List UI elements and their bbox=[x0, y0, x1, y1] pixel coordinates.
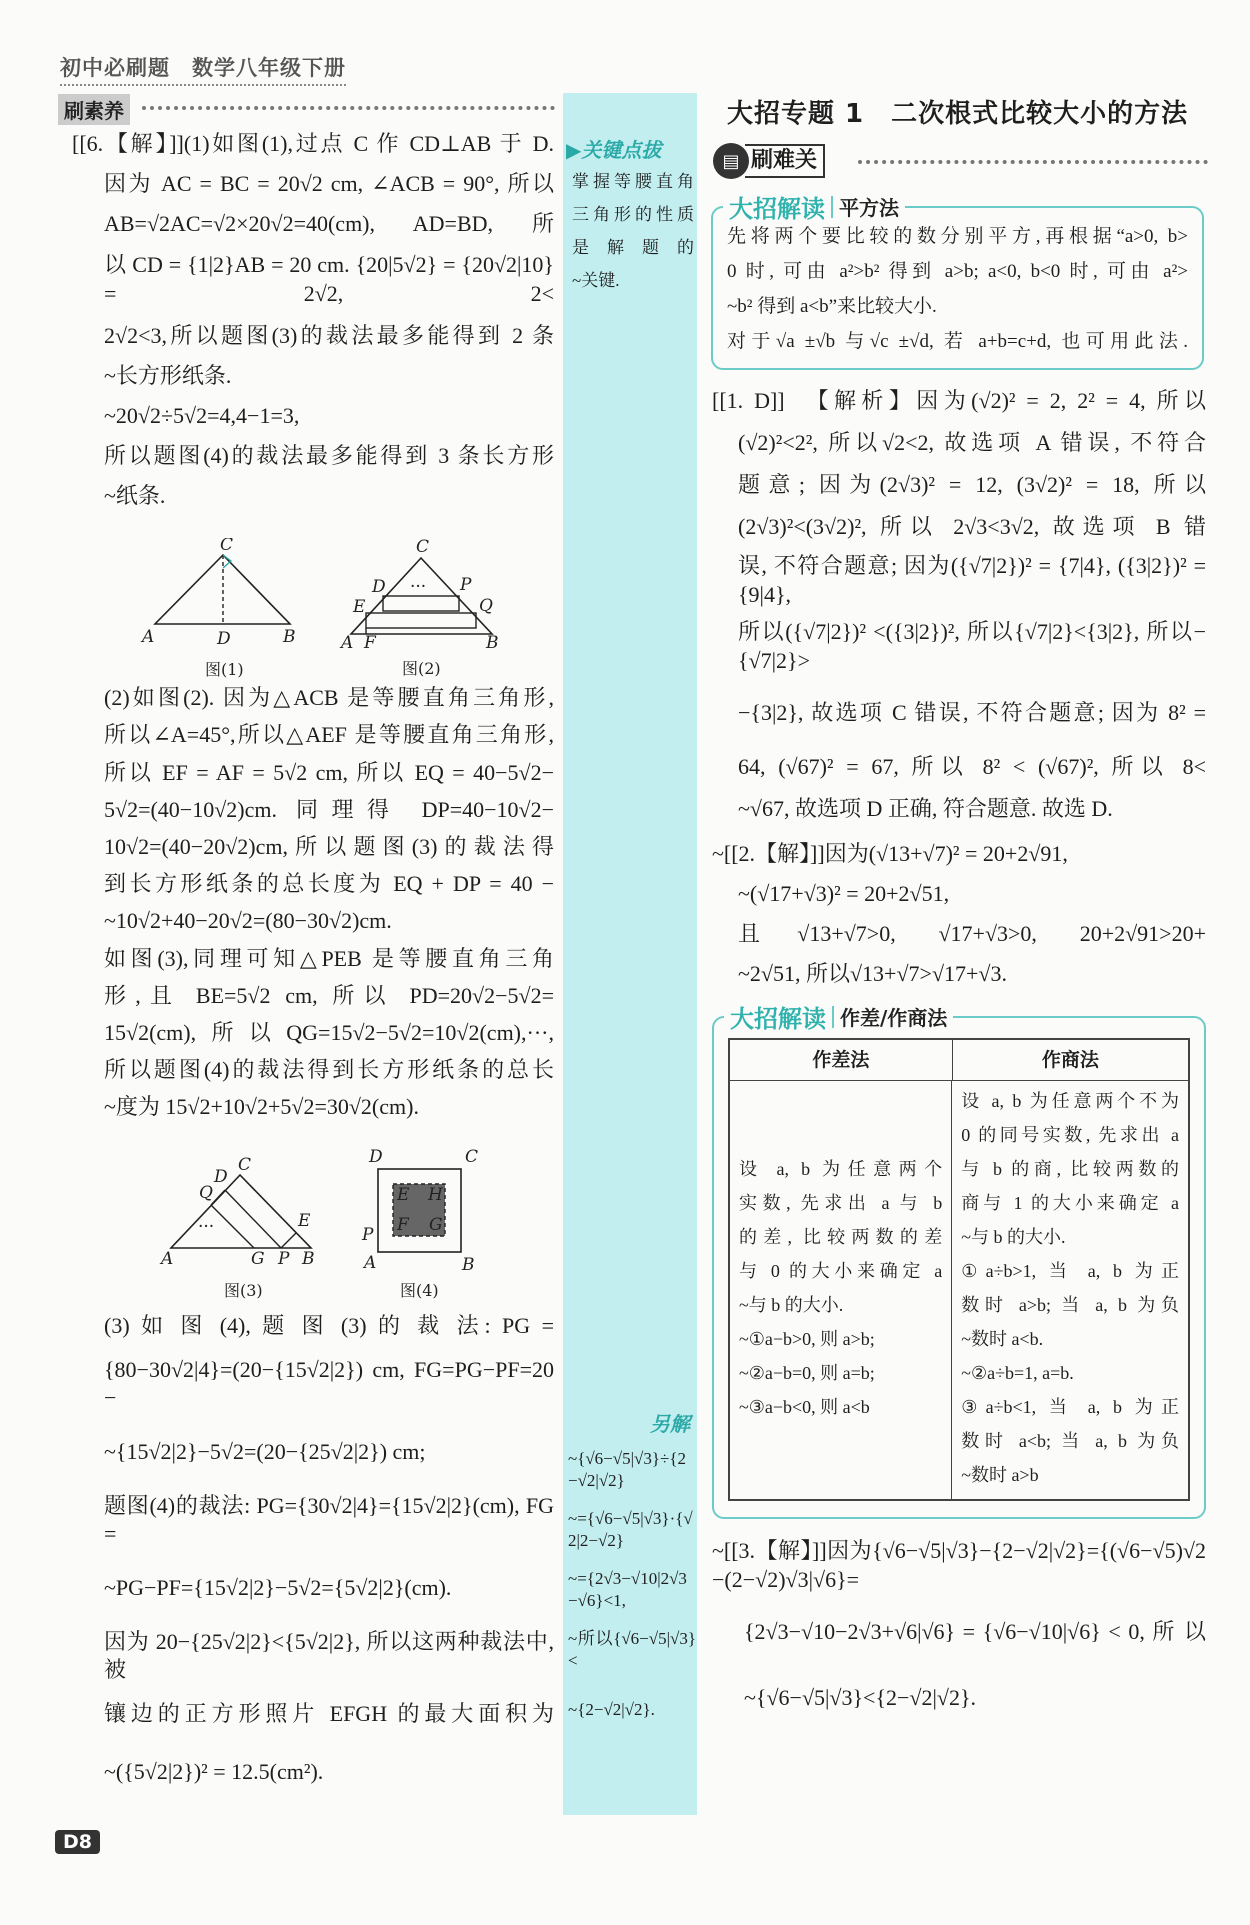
text-line: {80−30√2|4}=(20−{15√2|2}) cm, FG=PG−PF=20− bbox=[104, 1356, 554, 1411]
text-line: ~b² 得到 a<b”来比较大小. bbox=[727, 296, 937, 318]
text-line: (3) 如 图 (4), 题 图 (3) 的 裁 法: PG = bbox=[104, 1312, 554, 1338]
text-line: ~度为 15√2+10√2+5√2=30√2(cm). bbox=[104, 1094, 419, 1120]
text-line: ~={2√3−√10|2√3−√6}<1, bbox=[568, 1568, 687, 1610]
label: E bbox=[298, 1211, 311, 1232]
figure-row-2 bbox=[72, 1140, 554, 1302]
figure-1 bbox=[140, 538, 296, 679]
divider bbox=[858, 160, 1208, 164]
method-box-label bbox=[724, 999, 953, 1034]
table-cell-diff-wrap bbox=[730, 1081, 952, 1499]
table-header-diff: 作差法 bbox=[730, 1040, 953, 1080]
figure-2 bbox=[339, 538, 499, 678]
text-line: 设 a, b 为任意两个不为 bbox=[961, 1091, 1179, 1112]
text-line: 所以题图(4)的裁法得到长方形纸条的总长 bbox=[104, 1057, 554, 1083]
text-line: 到长方形纸条的总长度为 EQ + DP = 40 − bbox=[104, 871, 554, 897]
text-line: 且√13+√7>0, √17+√3>0, 20+2√91>20+ bbox=[738, 920, 1206, 946]
figure-4 bbox=[361, 1147, 478, 1300]
figure-row-1 bbox=[72, 538, 554, 680]
text-line: 所以∠A=45°,所以△AEF 是等腰直角三角形, bbox=[104, 722, 554, 748]
text-line: 镶边的正方形照片 EFGH 的最大面积为 bbox=[104, 1700, 554, 1726]
text-line: ~{√6−√5|√3}÷{2−√2|√2} bbox=[568, 1448, 686, 1490]
text-line: ~({5√2|2})² = 12.5(cm²). bbox=[104, 1758, 324, 1784]
divider bbox=[142, 106, 555, 110]
section-tag: 刷素养 bbox=[58, 94, 130, 125]
text-line: ~[[3.【解】]]因为{√6−√5|√3}−{2−√2|√2}={(√6−√5)√2−(2−√2)√3|√6}= bbox=[712, 1538, 1206, 1592]
label: D bbox=[217, 629, 231, 649]
label: B bbox=[283, 627, 296, 647]
label: B bbox=[302, 1249, 315, 1270]
key-point-text bbox=[572, 166, 694, 298]
label: A bbox=[364, 1253, 377, 1274]
label: A bbox=[142, 627, 155, 647]
text-line: 题意; 因为(2√3)² = 12, (3√2)² = 18, 所以 bbox=[738, 471, 1206, 497]
label: D bbox=[369, 1147, 383, 1168]
table-cell-quot-wrap bbox=[952, 1081, 1188, 1499]
text-line: ~③a−b<0, 则 a<b bbox=[739, 1397, 870, 1418]
label: B bbox=[462, 1255, 475, 1276]
text-line: 0 的同号实数, 先求出 a bbox=[961, 1125, 1179, 1146]
label: G bbox=[251, 1249, 265, 1270]
text-line: 三角形的性质 bbox=[572, 205, 694, 225]
text-line: ③a÷b<1, 当 a, b 为正 bbox=[961, 1397, 1179, 1418]
text-line: ~数时 a<b. bbox=[961, 1329, 1044, 1350]
box-label-main: 大招解读 bbox=[730, 1005, 826, 1033]
text-line: 误, 不符合题意; 因为({√7|2})² = {7|4}, ({3|2})² = {9|4}, bbox=[738, 553, 1206, 607]
label: E bbox=[397, 1185, 410, 1206]
text-line: ~②a−b=0, 则 a=b; bbox=[739, 1363, 875, 1384]
text-line: [[1. D]] 【解析】因为(√2)² = 2, 2² = 4, 所以 bbox=[712, 387, 1206, 413]
book-icon: ▤ bbox=[713, 143, 749, 179]
label: Q bbox=[199, 1183, 213, 1204]
text-line: {2√3−√10−2√3+√6|√6} = {√6−√10|√6} < 0, 所 以 bbox=[744, 1618, 1206, 1644]
text-line: ~与 b 的大小. bbox=[961, 1227, 1066, 1248]
text-line: ~20√2÷5√2=4,4−1=3, bbox=[104, 402, 300, 428]
label: C bbox=[416, 538, 430, 557]
label: F bbox=[364, 633, 376, 653]
method-box-label bbox=[723, 189, 905, 224]
text-line: 的差, 比较两数的差 bbox=[739, 1227, 943, 1248]
text-line: 如图(3),同理可知△PEB 是等腰直角三角 bbox=[104, 945, 554, 971]
svg-text:···: ··· bbox=[198, 1217, 215, 1238]
text-line: 64, (√67)² = 67, 所以 8² < (√67)², 所以 8< bbox=[738, 753, 1206, 779]
box-label-method: 作差/作商法 bbox=[840, 1006, 948, 1030]
label: A bbox=[161, 1249, 174, 1270]
key-point-title: ▶关键点拔 bbox=[566, 140, 662, 162]
label: H bbox=[428, 1185, 443, 1206]
label: E bbox=[353, 597, 366, 617]
table-cell-diff bbox=[739, 1153, 942, 1425]
text-line: 数时 a>b; 当 a, b 为负 bbox=[961, 1295, 1179, 1316]
text-line: 因为 20−{25√2|2}<{5√2|2}, 所以这两种裁法中, 被 bbox=[104, 1628, 554, 1683]
text-line: 形,且 BE=5√2 cm, 所以 PD=20√2−5√2= bbox=[104, 982, 554, 1008]
text-line: 题图(4)的裁法: PG={30√2|4}={15√2|2}(cm), FG= bbox=[104, 1492, 554, 1547]
text-line: ~与 b 的大小. bbox=[739, 1295, 844, 1316]
text-line: 是 解 题 的 bbox=[572, 238, 694, 258]
alt-solution-title: 另解 bbox=[650, 1414, 690, 1436]
text-line: ~①a−b>0, 则 a>b; bbox=[739, 1329, 875, 1350]
figure-3 bbox=[159, 1155, 315, 1300]
box-label-method: 平方法 bbox=[839, 196, 899, 220]
label: C bbox=[220, 538, 234, 555]
text-line: 设 a, b 为任意两个 bbox=[739, 1159, 943, 1180]
text-line: ~{15√2|2}−5√2=(20−{25√2|2}) cm; bbox=[104, 1438, 426, 1464]
badge-label: 刷难关 bbox=[745, 144, 825, 178]
text-line: ~2√51, 所以√13+√7>√17+√3. bbox=[738, 960, 1007, 986]
solution-6-part3 bbox=[104, 1302, 554, 1806]
label: C bbox=[238, 1155, 252, 1176]
label: G bbox=[429, 1215, 443, 1236]
text-line: AB=√2AC=√2×20√2=40(cm), AD=BD, 所 bbox=[104, 210, 554, 236]
table-header-quot: 作商法 bbox=[1041, 1049, 1099, 1071]
page-title: 大招专题 1 二次根式比较大小的方法 bbox=[727, 99, 1189, 129]
text-line: ~数时 a>b bbox=[961, 1465, 1039, 1486]
caption: 图(1) bbox=[205, 660, 244, 679]
text-line: 与 0 的大小来确定 a bbox=[739, 1261, 943, 1282]
text-line: (√2)²<2², 所以√2<2, 故选项 A 错误, 不符合 bbox=[738, 429, 1206, 455]
question-2-solution bbox=[712, 834, 1206, 994]
text-line: 实数, 先求出 a 与 b bbox=[739, 1193, 943, 1214]
label: D bbox=[214, 1167, 228, 1188]
box-label-main: 大招解读 bbox=[729, 195, 825, 223]
question-3-solution bbox=[712, 1533, 1206, 1731]
text-line: 所以题图(4)的裁法最多能得到 3 条长方形 bbox=[104, 442, 554, 468]
text-line: ~{2−√2|√2}. bbox=[568, 1699, 655, 1719]
label: P bbox=[278, 1249, 290, 1270]
label: A bbox=[341, 633, 354, 653]
method-box-diff-quot bbox=[712, 1005, 1206, 1519]
solution-6-part1 bbox=[72, 124, 554, 516]
label: P bbox=[362, 1225, 374, 1246]
text-line: 先将两个要比较的数分别平方,再根据“a>0, b> bbox=[727, 226, 1188, 248]
text-line: ~√67, 故选项 D 正确, 符合题意. 故选 D. bbox=[738, 795, 1113, 821]
text-line: 2√2<3,所以题图(3)的裁法最多能得到 2 条 bbox=[104, 322, 554, 348]
text-line: ~长方形纸条. bbox=[104, 362, 232, 388]
text-line: 所以 EF = AF = 5√2 cm, 所以 EQ = 40−5√2− bbox=[104, 759, 554, 785]
text-line: 商与 1 的大小来确定 a bbox=[961, 1193, 1179, 1214]
text-line: 数时 a<b; 当 a, b 为负 bbox=[961, 1431, 1179, 1452]
alt-solution-text bbox=[568, 1440, 696, 1740]
section-badge bbox=[713, 143, 825, 179]
text-line: 所以({√7|2})² <({3|2})², 所以{√7|2}<{3|2}, 所以−{√7|2}> bbox=[738, 619, 1206, 673]
label: Q bbox=[479, 596, 493, 616]
left-column bbox=[72, 124, 554, 1806]
right-column bbox=[712, 380, 1206, 1731]
caption: 图(2) bbox=[402, 659, 441, 678]
text-line: ~10√2+40−20√2=(80−30√2)cm. bbox=[104, 908, 392, 934]
text-line: ~②a÷b=1, a=b. bbox=[961, 1363, 1074, 1384]
solution-6-part2 bbox=[104, 680, 554, 1126]
text-line: 掌握等腰直角 bbox=[572, 172, 694, 192]
text-line: (2√3)²<(3√2)², 所以 2√3<3√2, 故选项 B 错 bbox=[738, 513, 1206, 539]
key-point-text-wrap bbox=[572, 166, 694, 298]
text-line: ~PG−PF={15√2|2}−5√2={5√2|2}(cm). bbox=[104, 1574, 452, 1600]
label: D bbox=[372, 577, 386, 597]
method-box-square-wrap bbox=[711, 195, 1204, 370]
text-line: 对于√a ±√b 与√c ±√d, 若 a+b=c+d, 也可用此法. bbox=[727, 331, 1188, 353]
comparison-table bbox=[728, 1038, 1190, 1501]
text-line: 以 CD = {1|2}AB = 20 cm. {20|5√2} = {20√2|10} = 2√2, 2< bbox=[104, 252, 554, 306]
text-line: ①a÷b>1, 当 a, b 为正 bbox=[961, 1261, 1179, 1282]
text-line: 与 b 的商, 比较两数的 bbox=[961, 1159, 1179, 1180]
label: B bbox=[486, 633, 499, 653]
label: C bbox=[465, 1147, 479, 1168]
table-cell-quot bbox=[961, 1085, 1179, 1493]
method-box-text bbox=[727, 220, 1188, 360]
text-line: −{3|2}, 故选项 C 错误, 不符合题意; 因为 8² = bbox=[738, 699, 1206, 725]
question-1-solution bbox=[712, 380, 1206, 830]
label: F bbox=[397, 1215, 409, 1236]
text-line: (2)如图(2). 因为△ACB 是等腰直角三角形, bbox=[104, 685, 554, 711]
svg-text:···: ··· bbox=[410, 577, 427, 597]
text-line: ~={√6−√5|√3}·{√2|2−√2} bbox=[568, 1508, 693, 1550]
text-line: ~所以{√6−√5|√3}< bbox=[568, 1628, 696, 1670]
method-box-square bbox=[711, 195, 1204, 370]
text-line: [[6.【解】]](1)如图(1),过点 C 作 CD⊥AB 于 D. bbox=[72, 130, 554, 156]
book-title: 初中必刷题 数学八年级下册 bbox=[60, 52, 346, 86]
caption: 图(3) bbox=[224, 1281, 263, 1301]
caption: 图(4) bbox=[400, 1281, 439, 1301]
text-line: ~[[2.【解】]]因为(√13+√7)² = 20+2√91, bbox=[712, 840, 1068, 866]
alt-solution-wrap bbox=[568, 1440, 696, 1740]
text-line: 因为 AC = BC = 20√2 cm, ∠ACB = 90°, 所以 bbox=[104, 170, 554, 196]
label: P bbox=[460, 575, 472, 595]
text-line: 15√2(cm),所以QG=15√2−5√2=10√2(cm),···, bbox=[104, 1019, 554, 1045]
text-line: 0 时, 可由 a²>b² 得到 a>b; a<0, b<0 时, 可由 a²> bbox=[727, 261, 1188, 283]
text-line: 5√2=(40−10√2)cm. 同理得 DP=40−10√2− bbox=[104, 796, 554, 822]
text-line: 10√2=(40−20√2)cm,所以题图(3)的裁法得 bbox=[104, 834, 554, 860]
text-line: ~{√6−√5|√3}<{2−√2|√2}. bbox=[744, 1684, 977, 1710]
text-line: ~(√17+√3)² = 20+2√51, bbox=[738, 880, 950, 906]
page-number: D8 bbox=[55, 1830, 100, 1854]
text-line: ~纸条. bbox=[104, 482, 166, 508]
text-line: ~关键. bbox=[572, 271, 620, 291]
